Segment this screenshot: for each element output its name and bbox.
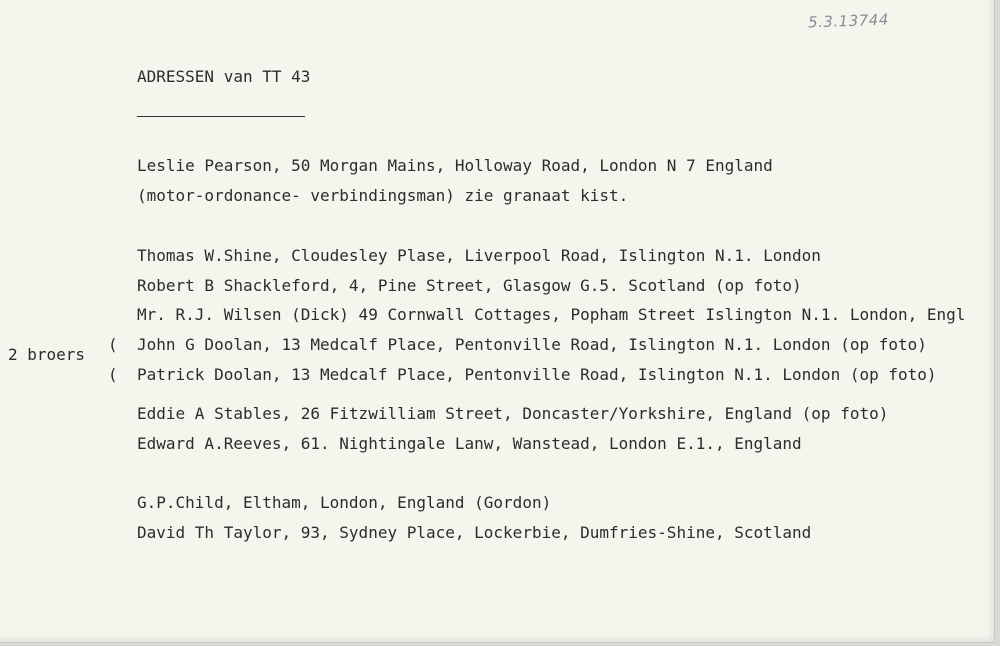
address-line: Eddie A Stables, 26 Fitzwilliam Street, Doncaster/Yorkshire, England (op foto) bbox=[137, 404, 889, 423]
handwritten-reference-number: 5.3.13744 bbox=[807, 10, 890, 32]
address-line: John G Doolan, 13 Medcalf Place, Pentonville Road, Islington N.1. London (op foto) bbox=[137, 335, 927, 354]
address-line: Thomas W.Shine, Cloudesley Plase, Liverpool Road, Islington N.1. London bbox=[137, 246, 821, 265]
bracket-mark: ( bbox=[108, 365, 118, 384]
address-line: Patrick Doolan, 13 Medcalf Place, Pentonville Road, Islington N.1. London (op foto) bbox=[137, 365, 937, 384]
address-line: Robert B Shackleford, 4, Pine Street, Glasgow G.5. Scotland (op foto) bbox=[137, 276, 802, 295]
address-line: Leslie Pearson, 50 Morgan Mains, Holloway Road, London N 7 England bbox=[137, 156, 773, 175]
address-line: Edward A.Reeves, 61. Nightingale Lanw, Wanstead, London E.1., England bbox=[137, 434, 802, 453]
bracket-mark: ( bbox=[108, 335, 118, 354]
document-title: ADRESSEN van TT 43 bbox=[137, 67, 311, 86]
title-underline bbox=[137, 116, 305, 117]
address-line: G.P.Child, Eltham, London, England (Gordon) bbox=[137, 493, 552, 512]
margin-note: 2 broers bbox=[8, 345, 86, 364]
address-line: David Th Taylor, 93, Sydney Place, Lockerbie, Dumfries-Shine, Scotland bbox=[137, 523, 812, 542]
address-line: (motor-ordonance- verbindingsman) zie granaat kist. bbox=[137, 186, 629, 205]
address-line: Mr. R.J. Wilsen (Dick) 49 Cornwall Cottages, Popham Street Islington N.1. London, Engl bbox=[137, 305, 966, 324]
